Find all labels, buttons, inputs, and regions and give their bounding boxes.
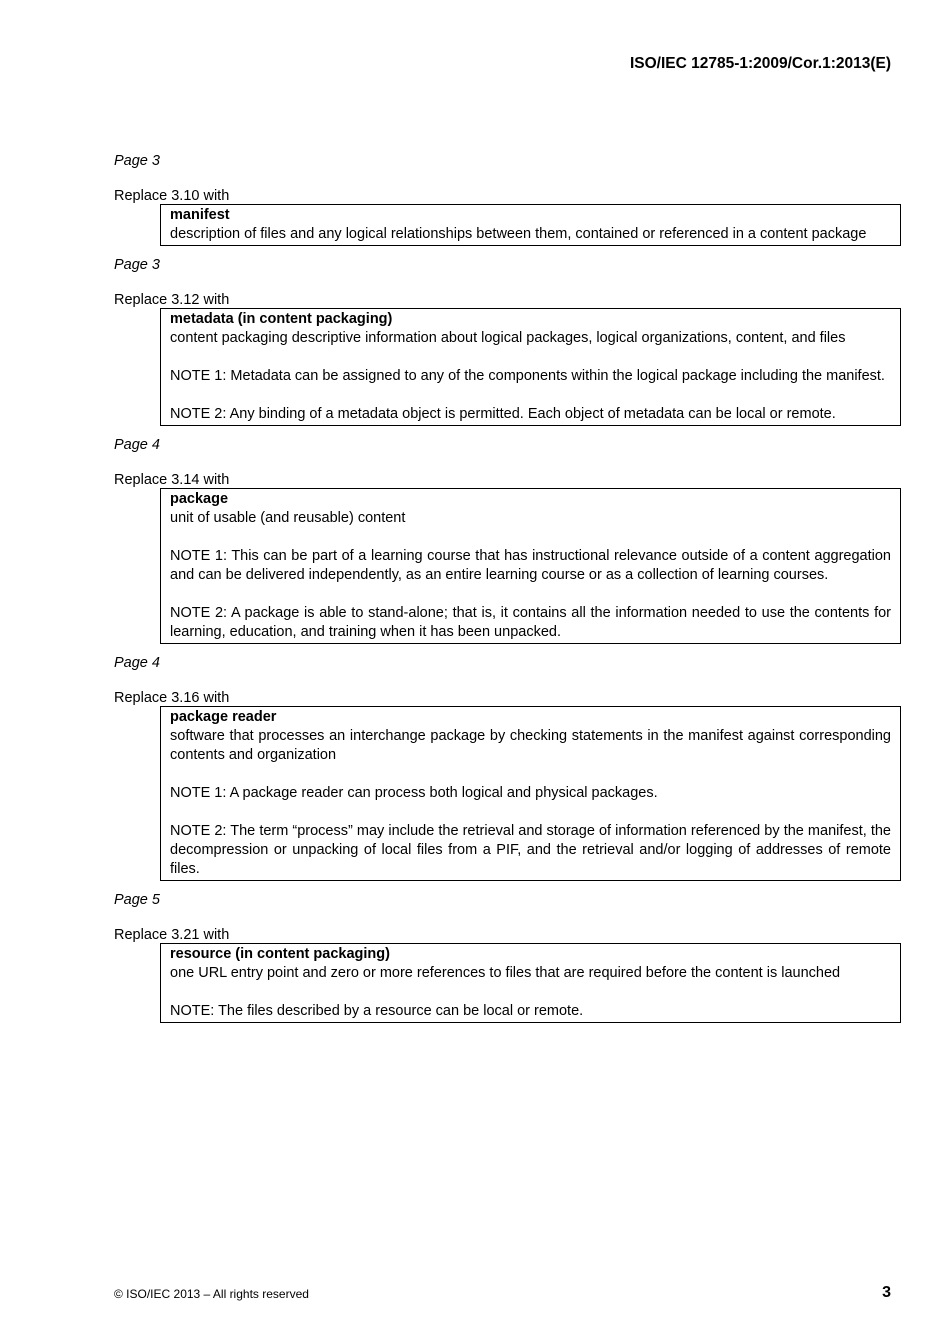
page-reference: Page 5	[114, 892, 160, 908]
term-note: NOTE 2: Any binding of a metadata object is permitted. Each object of metadata can be local or remote.	[170, 406, 836, 422]
section-3-12	[114, 256, 901, 426]
term-title: metadata (in content packaging)	[170, 311, 393, 327]
copyright-notice: © ISO/IEC 2013 – All rights reserved	[114, 1287, 309, 1301]
page-reference: Page 3	[114, 257, 160, 273]
term-definition: content packaging descriptive information about logical packages, logical organizations, content, and files	[170, 330, 846, 346]
term-note: NOTE 1: A package reader can process both logical and physical packages.	[170, 785, 658, 801]
term-entry-box	[160, 706, 901, 881]
term-title: resource (in content packaging)	[170, 946, 390, 962]
section-3-16	[114, 654, 901, 881]
replace-instruction: Replace 3.14 with	[114, 472, 230, 488]
term-entry-box	[160, 308, 901, 426]
replace-instruction: Replace 3.10 with	[114, 188, 230, 204]
page-reference: Page 4	[114, 655, 160, 671]
term-title: package reader	[170, 709, 277, 725]
page-reference: Page 3	[114, 153, 160, 169]
section-3-21	[114, 891, 901, 1023]
term-definition: one URL entry point and zero or more references to files that are required before the content is launched	[170, 965, 841, 981]
term-note: NOTE: The files described by a resource can be local or remote.	[170, 1003, 584, 1019]
term-note: NOTE 1: Metadata can be assigned to any of the components within the logical package including the manifest.	[170, 368, 885, 384]
page-number: 3	[882, 1284, 891, 1301]
term-title: manifest	[170, 207, 230, 223]
section-3-14	[114, 436, 901, 644]
term-note: NOTE 2: A package is able to stand-alone; that is, it contains all the information needed to use the contents for learning, education, and training when it has been unpacked.	[170, 605, 891, 640]
term-note: NOTE 1: This can be part of a learning course that has instructional relevance outside of a content aggregation and can be delivered independently, as an entire learning course or as a collection of learning courses.	[170, 548, 891, 583]
corrigendum-content	[114, 152, 901, 1033]
term-definition: description of files and any logical relationships between them, contained or referenced in a content package	[170, 226, 867, 242]
term-definition: unit of usable (and reusable) content	[170, 510, 406, 526]
term-title: package	[170, 491, 229, 507]
replace-instruction: Replace 3.12 with	[114, 292, 230, 308]
term-note: NOTE 2: The term “process” may include the retrieval and storage of information referenced by the manifest, the decompression or unpacking of local files from a PIF, and the retrieval and/or logging of addresses of remote files.	[170, 823, 891, 877]
term-entry-box	[160, 488, 901, 644]
section-3-10	[114, 152, 901, 246]
term-entry-box	[160, 943, 901, 1023]
page-reference: Page 4	[114, 437, 160, 453]
term-entry-box	[160, 204, 901, 246]
term-definition: software that processes an interchange package by checking statements in the manifest against corresponding contents and organization	[170, 728, 891, 763]
replace-instruction: Replace 3.16 with	[114, 690, 230, 706]
document-id-header: ISO/IEC 12785-1:2009/Cor.1:2013(E)	[629, 55, 891, 72]
replace-instruction: Replace 3.21 with	[114, 927, 230, 943]
